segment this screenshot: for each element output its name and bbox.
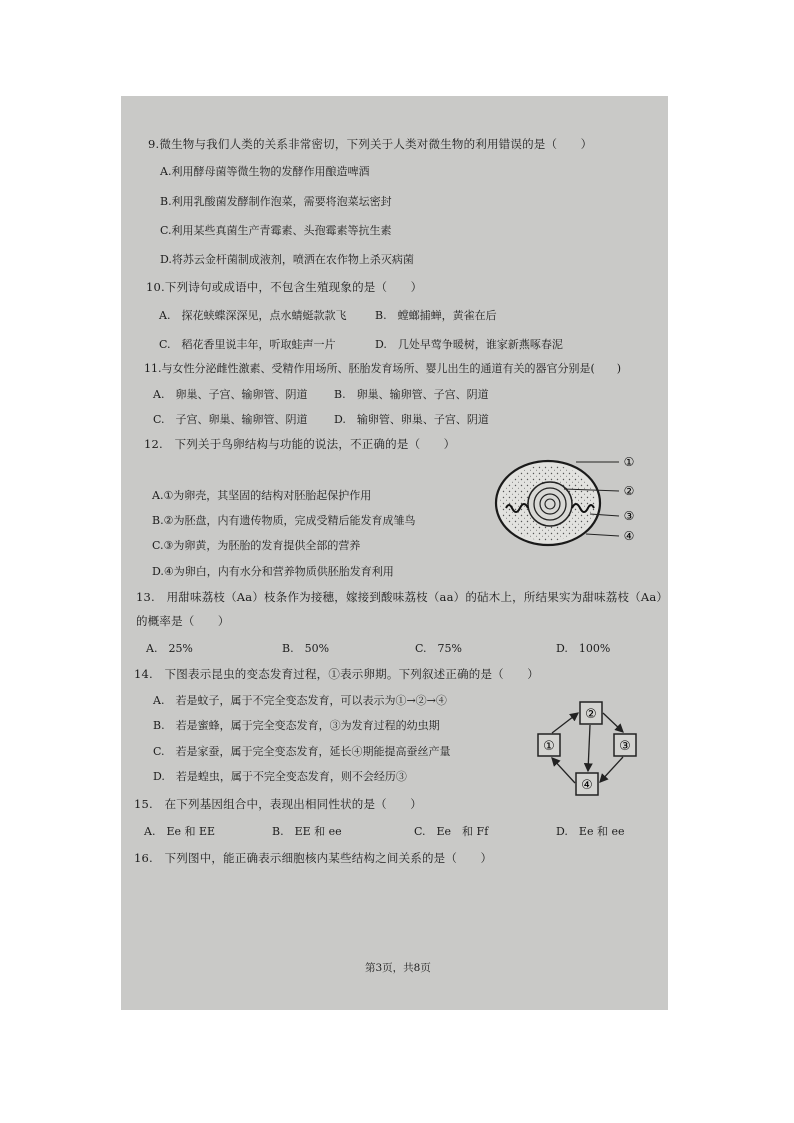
q9-option-a: A.利用酵母菌等微生物的发酵作用酿造啤酒 [160,165,370,178]
q15-option-d: D. Ee 和 ee [556,825,625,838]
q15-option-b: B. EE 和 ee [272,825,342,838]
arrow-2-to-4 [588,725,590,771]
q9-option-b: B.利用乳酸菌发酵制作泡菜，需要将泡菜坛密封 [160,195,392,208]
q12-option-c: C.③为卵黄，为胚胎的发育提供全部的营养 [152,539,361,552]
q13-stem-line1: 13. 用甜味荔枝（Aa）枝条作为接穗，嫁接到酸味荔枝（aa）的砧木上，所结果实为甜味荔枝（Aa） [136,590,669,604]
arrow-4-to-1 [552,758,575,783]
q9-stem: 9.微生物与我们人类的关系非常密切，下列关于人类对微生物的利用错误的是（ ） [148,137,593,151]
q13-stem-line2: 的概率是（ ） [136,614,230,628]
q11-option-b: B. 卵巢、输卵管、子宫、阴道 [334,388,489,401]
q10-option-a: A. 探花蛱蝶深深见，点水蜻蜓款款飞 [159,309,347,322]
arrow-3-to-4 [600,757,623,782]
q15-option-a: A. Ee 和 EE [144,825,216,838]
stage-label-4: ④ [581,778,593,793]
egg-label-3: ③ [623,509,635,523]
stage-label-2: ② [585,707,597,722]
q15-stem: 15. 在下列基因组合中，表现出相同性状的是（ ） [134,797,422,811]
q13-option-b: B. 50% [282,642,330,655]
egg-label-2: ② [623,484,635,498]
q12-option-b: B.②为胚盘，内有遗传物质，完成受精后能发育成雏鸟 [152,514,416,527]
arrow-2-to-3 [603,713,623,732]
q14-stem: 14. 下图表示昆虫的变态发育过程，①表示卵期。下列叙述正确的是（ ） [134,667,539,681]
q12-option-d: D.④为卵白，内有水分和营养物质供胚胎发育利用 [152,565,394,578]
stage-label-1: ① [543,739,555,754]
q10-option-d: D. 几处早莺争暖树，谁家新燕啄春泥 [375,338,563,351]
q14-option-a: A. 若是蚊子，属于不完全变态发育，可以表示为①→②→④ [153,694,447,707]
q9-option-d: D.将苏云金杆菌制成液剂，喷洒在农作物上杀灭病菌 [160,253,414,266]
q14-option-d: D. 若是蝗虫，属于不完全变态发育，则不会经历③ [153,770,407,783]
q11-option-c: C. 子宫、卵巢、输卵管、阴道 [153,413,308,426]
q9-option-c: C.利用某些真菌生产青霉素、头孢霉素等抗生素 [160,224,392,237]
arrow-1-to-2 [552,713,578,733]
q14-option-c: C. 若是家蚕，属于完全变态发育，延长④期能提高蚕丝产量 [153,745,451,758]
q10-option-b: B. 螳螂捕蝉，黄雀在后 [375,309,497,322]
q10-stem: 10.下列诗句或成语中，不包含生殖现象的是（ ） [146,280,423,294]
insect-metamorphosis-diagram [530,697,642,801]
q12-option-a: A.①为卵壳，其坚固的结构对胚胎起保护作用 [152,489,372,502]
stage-label-3: ③ [619,739,631,754]
q12-stem: 12. 下列关于鸟卵结构与功能的说法，不正确的是（ ） [144,437,456,451]
q15-option-c: C. Ee 和 Ff [414,825,489,838]
q11-option-d: D. 输卵管、卵巢、子宫、阴道 [334,413,489,426]
bird-egg-diagram [490,448,640,556]
q10-option-c: C. 稻花香里说丰年，听取蛙声一片 [159,338,336,351]
page-number-footer: 第3页，共8页 [365,962,431,974]
q11-stem: 11.与女性分泌雌性激素、受精作用场所、胚胎发育场所、婴儿出生的通道有关的器官分别是( ) [144,362,622,375]
q13-option-a: A. 25% [146,642,193,655]
q11-option-a: A. 卵巢、子宫、输卵管、阴道 [153,388,308,401]
q13-option-d: D. 100% [556,642,611,655]
q16-stem: 16. 下列图中，能正确表示细胞核内某些结构之间关系的是（ ） [134,851,493,865]
q14-option-b: B. 若是蜜蜂，属于完全变态发育，③为发育过程的幼虫期 [153,719,440,732]
q13-option-c: C. 75% [415,642,462,655]
egg-label-1: ① [623,455,635,469]
egg-label-4: ④ [623,529,635,543]
